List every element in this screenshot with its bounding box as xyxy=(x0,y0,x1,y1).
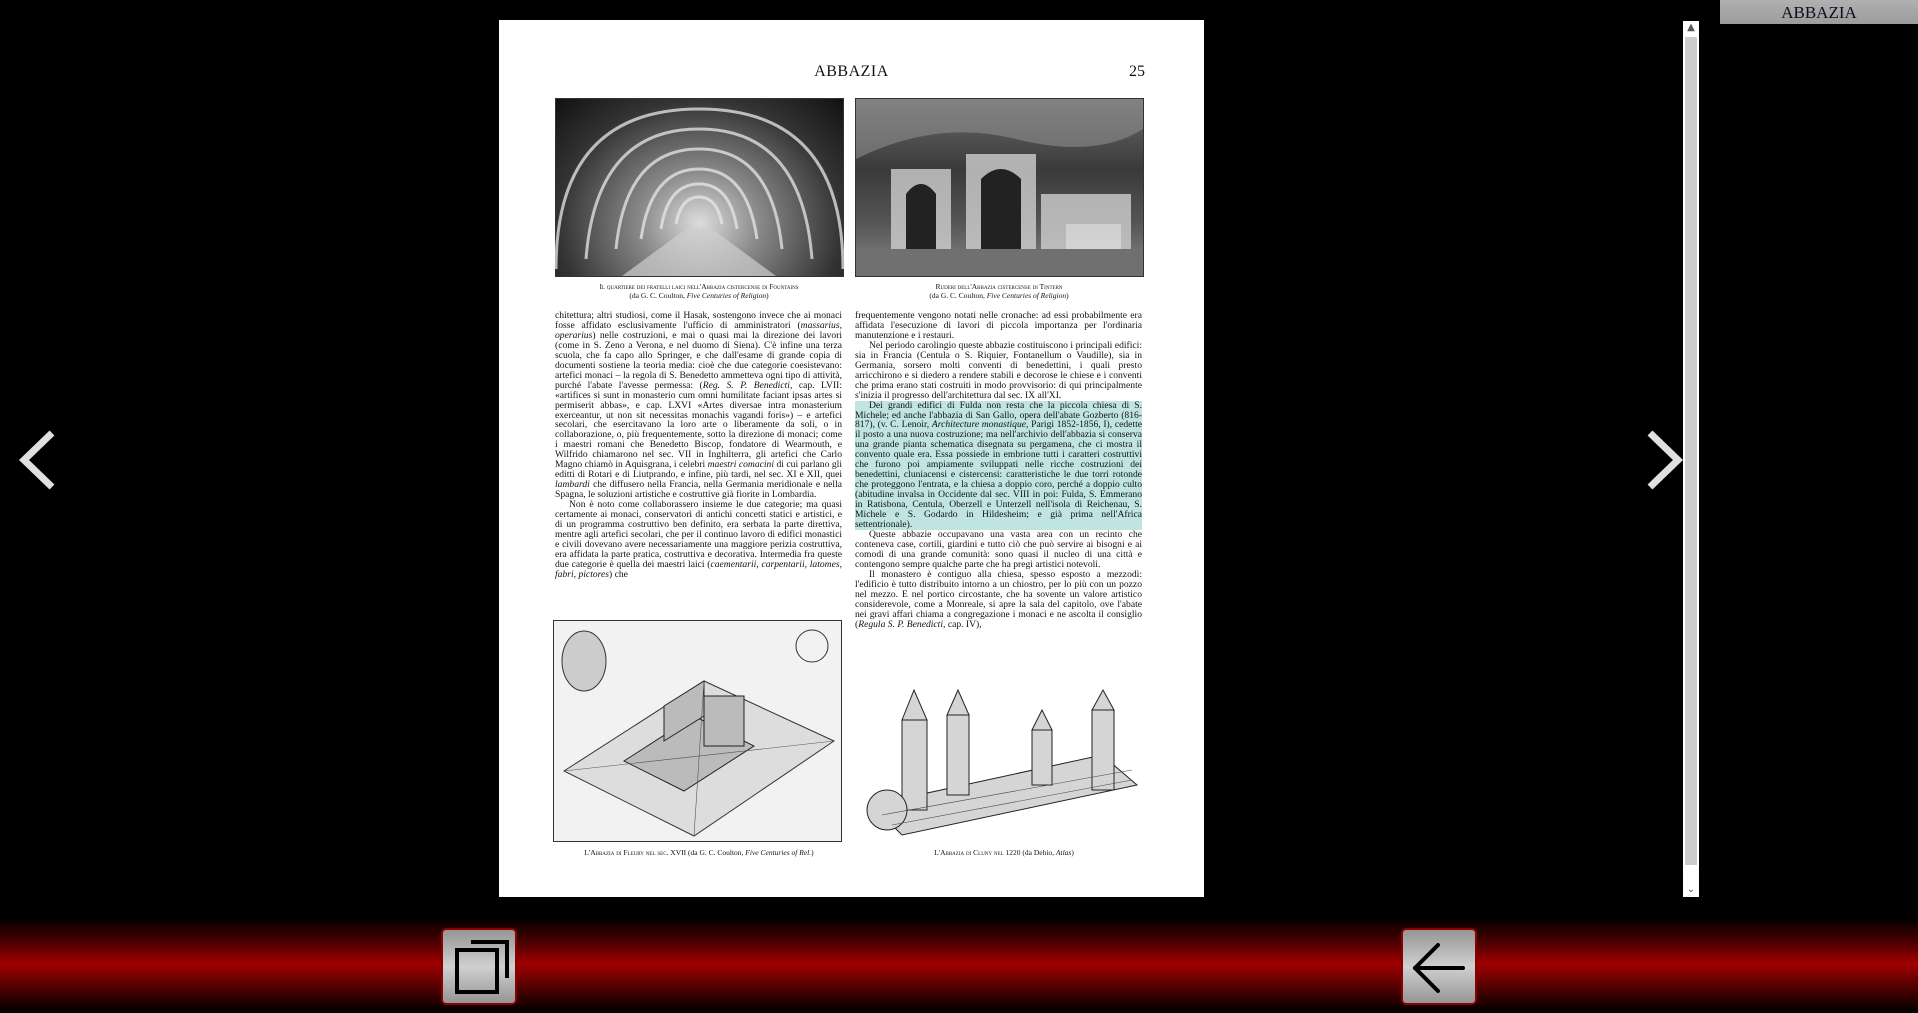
text-run: ) nelle costruzioni, e mai o quasi mai la direzione dei lavori (come in S. Zeno a Verona, e nel duomo di Siena). C'è infine una terza scuola, che fa capo allo Springer, e che dall'esame di grande copia di documenti sostiene la teoria media: cioè che due categorie coesistevano: artefici monaci – la regola di S. Benedetto ammetteva ogni tipo di attività, purché l'abate l'avesse permessa: ( xyxy=(555,329,842,391)
italic-text: Architecture monastique xyxy=(931,419,1027,431)
caption-cluny xyxy=(844,848,1164,857)
pages-view-button[interactable] xyxy=(441,928,517,1005)
text-run: , xyxy=(804,558,810,570)
previous-page-button[interactable] xyxy=(14,425,64,495)
tintern-photo xyxy=(855,98,1144,277)
caption-book-title: Five Centuries of Rel. xyxy=(745,848,812,857)
cluny-engraving xyxy=(862,685,1142,840)
scrollbar-thumb[interactable] xyxy=(1685,37,1697,865)
paragraph xyxy=(555,311,842,500)
italic-text: caementarii xyxy=(710,558,757,570)
text-run: ) che xyxy=(609,568,628,580)
running-header: ABBAZIA xyxy=(814,63,889,80)
caption-book-title: Five Centuries of Religion xyxy=(986,291,1067,300)
italic-text: Reg. S. P. Benedicti xyxy=(702,379,790,391)
scroll-down-icon[interactable]: ⌄ xyxy=(1686,884,1696,895)
highlighted-paragraph xyxy=(855,401,1142,530)
caption-text: ) xyxy=(766,291,769,300)
text-run: , xyxy=(756,558,762,570)
caption-text: (da G. C. Coulton, xyxy=(629,291,687,300)
text-run: che diffusero nella Francia, nella Germania meridionale e nella Spagna, le soluzioni artistiche e costruttive già fiorite in Lombardia. xyxy=(555,479,842,501)
caption-line: Il quartiere dei fratelli laici nell'Abbazia cistercense di Fountains xyxy=(599,282,799,291)
italic-text: latomes xyxy=(809,558,840,570)
paragraph xyxy=(855,570,1142,630)
text-run: , xyxy=(839,558,843,570)
caption-credit xyxy=(839,291,1159,300)
caption-credit xyxy=(539,291,859,300)
page-number: 25 xyxy=(1129,63,1145,80)
page-title-label: ABBAZIA xyxy=(1720,0,1918,24)
caption-text: 1220 (da Dehio, xyxy=(1003,848,1056,857)
paragraph xyxy=(855,341,1142,401)
text-run: di cui parlano gli editti di Rotari e di Liutprando, e infine, più tardi, nel sec. XI e XII, quei xyxy=(555,459,842,481)
caption-text: XVII (da G. C. Coulton, xyxy=(668,848,746,857)
caption-line: Ruderi dell'Abbazia cistercense di Tintern xyxy=(935,282,1063,291)
caption-text: ) xyxy=(1066,291,1069,300)
italic-text: carpentarii xyxy=(761,558,805,570)
text-run: frequentemente vengono notati nelle cronache: ad essi probabilmente era affidata l'esecuzione di lavori di piccola importanza per l'ordinaria manutenzione e i restauri. xyxy=(855,310,1142,341)
overlapping-squares-icon xyxy=(443,930,515,1003)
text-run: Nel periodo carolingio queste abbazie costituiscono i principali edifici: sia in Francia (Centula o S. Riquier, Fontanellum o Vaudille), sia in Germania, sorsero molti conventi di benedettini, i quali presto arricchirono e si diedero a rendere stabili e decorose le chiese e i conventi che prima erano stati costruiti in modo provvisorio: di qui principalmente s'inizia il progresso dell'architettura dal sec. IX all'XI. xyxy=(855,339,1142,401)
paragraph xyxy=(855,530,1142,570)
caption-book-title: Five Centuries of Religion xyxy=(686,291,767,300)
next-page-button[interactable] xyxy=(1638,425,1688,495)
text-run: , cap. LVII: «artifices si sunt in monasterio cum omni humilitate faciant ipsas artes si permiserit abbas», e cap. LXVI «Artes diversae intra monasterium exerceantur, ut non sit necessitas monachis vagandi foris») – e artefici secolari, che esercitavano la loro arte o liberamente da soli, o in collaborazione, o, più frequentemente, sotto la direzione di monaci; come i maestri romani che Benedetto Biscop, fondatore di Wearmouth, e Wilfrido chiamarono nel sec. VII in Inghilterra, gli artefici che Carlo Magno chiamò in Aquisgrana, i celebri xyxy=(555,379,842,471)
fleury-engraving xyxy=(553,620,842,842)
caption-text: ) xyxy=(1071,848,1074,857)
caption-text: L'Abbazia di Fleury nel sec. xyxy=(584,848,669,857)
caption-fleury xyxy=(539,848,859,857)
back-button[interactable] xyxy=(1401,928,1477,1005)
text-run: , Parigi 1852-1856, I), cedette il posto a una nuova costruzione; ma nell'archivio dell'abbazia si conserva una grande pianta schematica disegnata su pergamena, che ci mostra il convento quale era. Essa possiede in embrione tutti i caratteri costruttivi che furono poi ampiamente sviluppati nelle ricche costruzioni dei benedettini, cluniacensi e cistercensi: caratteristiche le due torri rotonde che proteggono l'entrata, e la chiesa a doppio coro, perché a doppio culto (abitudine invalsa in Occidente dal sec. VIII in poi: Fulda, S. Emmerano in Ratisbona, Centula, Oberzell e Unterzell nell'isola di Reichenau, S. Michele e S. Godardo in Hildesheim; e già prima nell'Africa settentrionale). xyxy=(855,419,1142,531)
caption-tintern xyxy=(839,282,1159,300)
chevron-left-icon xyxy=(14,425,64,495)
bottom-toolbar xyxy=(0,918,1918,1013)
text-run: Dei grandi edifici di Fulda non resta che la piccola chiesa di S. Michele; ed anche l'abbazia di San Gallo, opera dell'abate Gozberto (816-817), (v. C. Lenoir, xyxy=(855,399,1142,431)
text-run: chitettura; altri studiosi, come il Hasak, sostengono invece che ai monaci fosse affidato esclusivamente l'ufficio di amministratori ( xyxy=(555,310,842,331)
text-run: , xyxy=(573,568,579,580)
arrow-left-icon xyxy=(1403,930,1475,1003)
italic-text: fabri xyxy=(555,568,574,580)
document-page xyxy=(499,20,1204,897)
paragraph xyxy=(855,311,1142,341)
caption-text: L'Abbazia di Cluny nel xyxy=(934,848,1004,857)
text-run: Non è noto come collaborassero insieme le due categorie; ma quasi certamente ai monaci, conservatori di antichi concetti statici e artistici, e di un programma costruttivo ben definito, era serbata la parte direttiva, mentre agli artefici secolari, che per il continuo lavoro di edifici monastici e civili dovevano avere necessariamente una maggiore perizia costruttiva, era affidata la parte pratica, costruttiva e decorativa. Intermedia fra queste due categorie è quella dei maestri laici ( xyxy=(555,499,842,570)
caption-text: ) xyxy=(811,848,814,857)
fountains-photo xyxy=(555,98,844,277)
italic-text: lambardi xyxy=(555,479,590,491)
chevron-right-icon xyxy=(1638,425,1688,495)
italic-text: massarius, operarius xyxy=(555,319,842,341)
caption-book-title: Atlas xyxy=(1055,848,1072,857)
vertical-scrollbar[interactable] xyxy=(1683,21,1699,897)
paragraph xyxy=(555,500,842,580)
text-column-right xyxy=(855,310,1142,630)
scroll-up-icon[interactable]: ▲ xyxy=(1687,22,1695,33)
italic-text: Regula S. P. Benedicti xyxy=(858,618,944,630)
text-run: Il monastero è contiguo alla chiesa, spesso esposto a mezzodì: l'edificio è tutto distribuito intorno a un chiostro, per lo più con un pozzo nel mezzo. E nel portico circostante, che ha sovente un valore artistico considerevole, come a Monreale, si apre la sala del capitolo, ove l'abate nei gravi affari chiama a congregazione i monaci e ne ascolta il consiglio ( xyxy=(855,568,1142,630)
caption-fountains xyxy=(539,282,859,300)
text-run: Queste abbazie occupavano una vasta area con un recinto che conteneva case, cortili, giardini e tutto ciò che può servire ai bisogni e ai comodi di una grande comunità: sono quasi il nucleo di una città e contengono sempre qualche parte che ha pregi artistici notevoli. xyxy=(855,528,1142,570)
italic-text: maestri comacini xyxy=(707,459,775,471)
text-column-left xyxy=(555,311,842,611)
italic-text: pictores xyxy=(578,568,610,580)
text-run: , cap. IV), xyxy=(943,618,982,630)
caption-text: (da G. C. Coulton, xyxy=(929,291,987,300)
